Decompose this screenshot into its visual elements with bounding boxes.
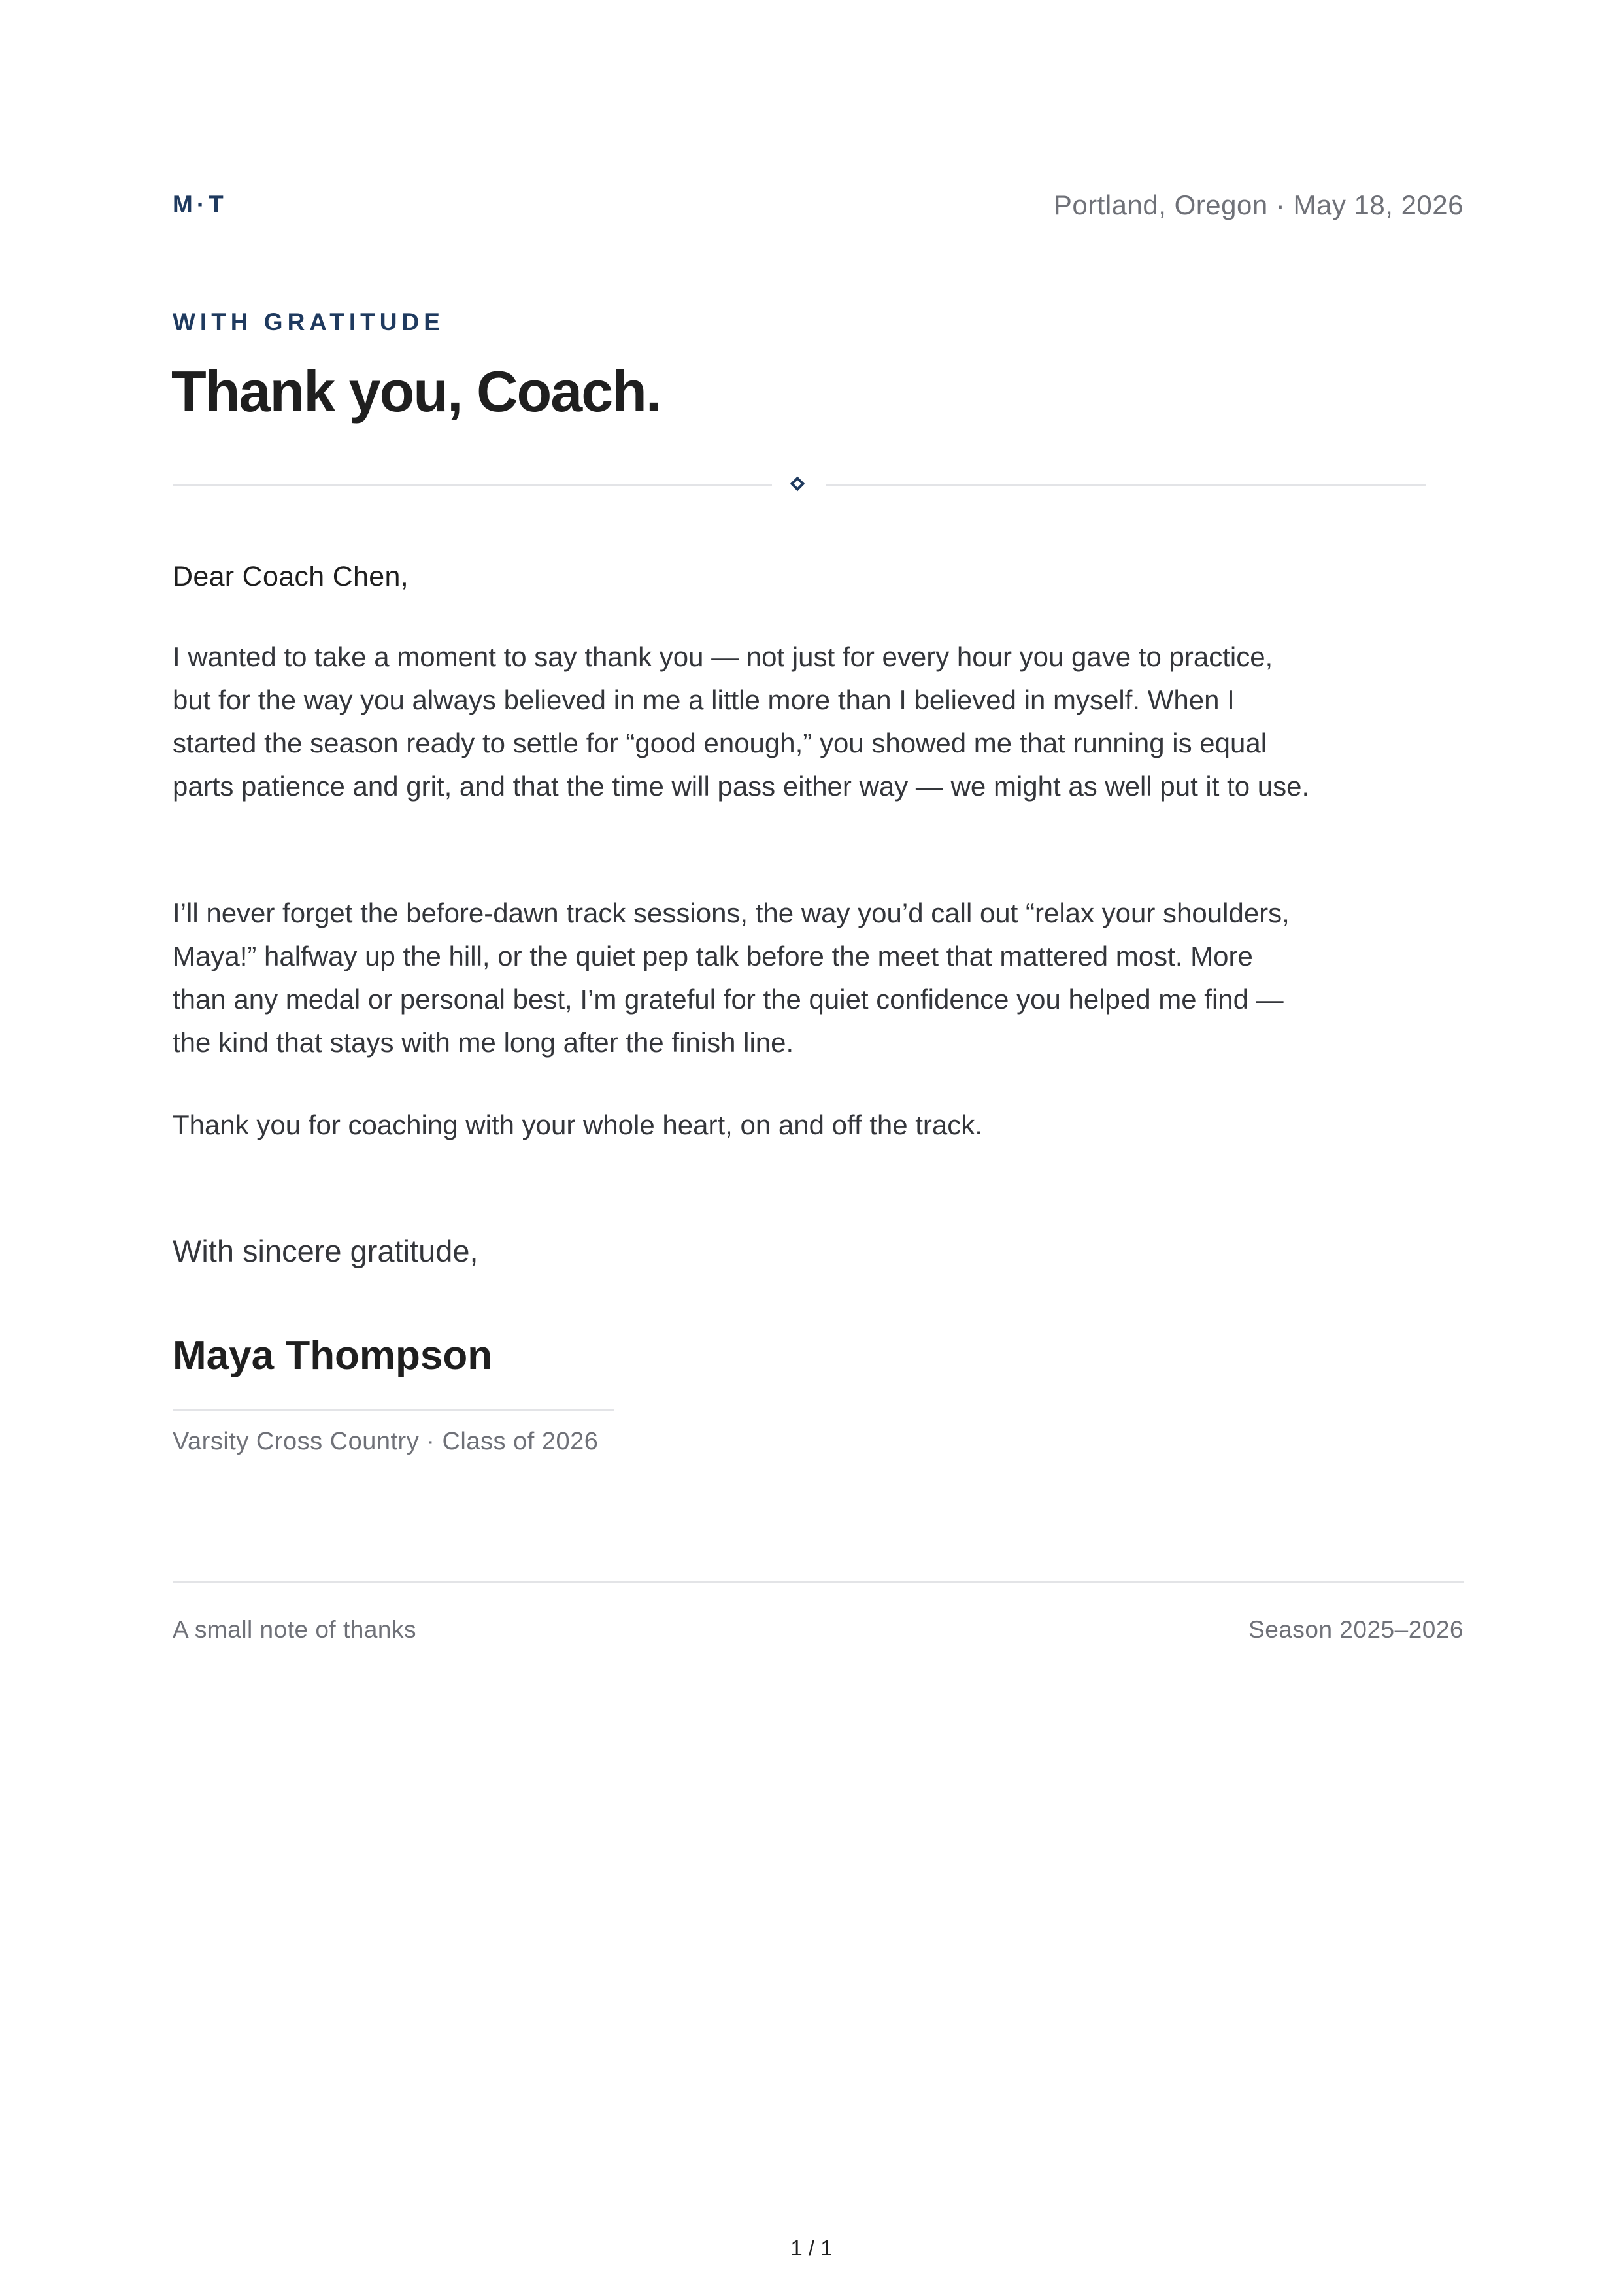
page-title: Thank you, Coach. (171, 359, 661, 424)
body-paragraph-1: I wanted to take a moment to say thank you — not just for every hour you gave to practice, but for the way you always believed in me a little more than I believed in myself. When I started the season ready to settle for “good enough,” you showed me that running is equal parts patience and grit, and that the time will pass either way — we might as well put it to use. (173, 641, 1310, 802)
signer-name: Maya Thompson (173, 1333, 493, 1378)
body-paragraph-3: Thank you for coaching with your whole heart, on and off the track. (173, 1109, 982, 1140)
footer-note: A small note of thanks (173, 1616, 416, 1643)
footer-divider (173, 1581, 1464, 1583)
monogram: M·T (173, 191, 227, 218)
signature-rule (173, 1409, 614, 1411)
salutation: Dear Coach Chen, (173, 561, 409, 592)
body-paragraph-2: I’ll never forget the before-dawn track sessions, the way you’d call out “relax your shoulders, Maya!” halfway up the hill, or the quiet pep talk before the meet that mattered most. More than any medal or personal best, I’m grateful for the quiet confidence you helped me find — the kind that stays with me long after the finish line. (173, 898, 1290, 1058)
eyebrow-label: WITH GRATITUDE (173, 309, 444, 335)
closing: With sincere gratitude, (173, 1234, 478, 1268)
place-and-date: Portland, Oregon · May 18, 2026 (1053, 190, 1464, 220)
signer-role: Varsity Cross Country · Class of 2026 (173, 1428, 599, 1455)
diamond-ornament-icon (790, 477, 805, 492)
divider-left (173, 484, 772, 486)
divider-right (826, 484, 1426, 486)
footer-season: Season 2025–2026 (1248, 1616, 1464, 1643)
page-number: 1 / 1 (790, 2236, 833, 2260)
